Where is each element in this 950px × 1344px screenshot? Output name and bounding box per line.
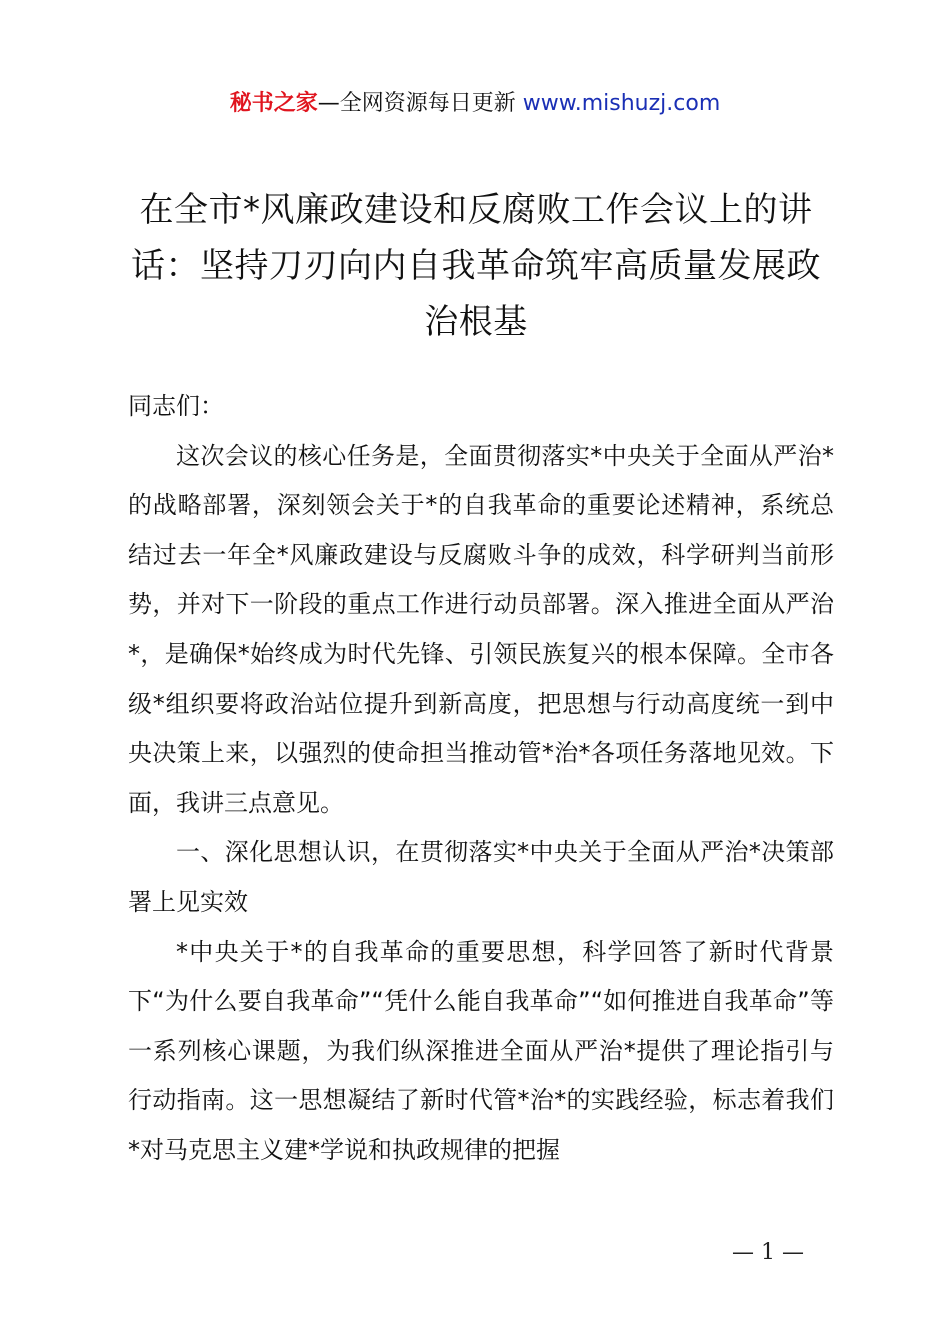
site-header <box>0 88 950 120</box>
document-title: 在全市*风廉政建设和反腐败工作会议上的讲话：坚持刀刃向内自我革命筑牢高质量发展政治根基 <box>131 190 821 342</box>
site-url: www.mishuzj.com <box>522 91 721 116</box>
section-heading: 一、深化思想认识，在贯彻落实*中央关于全面从严治*决策部署上见实效 <box>128 838 834 916</box>
document-body <box>128 382 834 1176</box>
salutation: 同志们： <box>128 392 224 420</box>
brand-name: 秘书之家 <box>229 91 318 116</box>
section-paragraph: *中央关于*的自我革命的重要思想，科学回答了新时代背景下“为什么要自我革命”“凭什么能自我革命”“如何推进自我革命”等一系列核心课题，为我们纵深推进全面从严治*提供了理论指引与行动指南。这一思想凝结了新时代管*治*的实践经验，标志着我们*对马克思主义建*学说和执政规律的把握 <box>128 937 834 1164</box>
header-slogan: —全网资源每日更新 <box>317 91 523 116</box>
intro-paragraph: 这次会议的核心任务是，全面贯彻落实*中央关于全面从严治*的战略部署，深刻领会关于*的自我革命的重要论述精神，系统总结过去一年全*风廉政建设与反腐败斗争的成效，科学研判当前形势，并对下一阶段的重点工作进行动员部署。深入推进全面从严治*，是确保*始终成为时代先锋、引领民族复兴的根本保障。全市各级*组织要将政治站位提升到新高度，把思想与行动高度统一到中央决策上来，以强烈的使命担当推动管*治*各项任务落地见效。下面，我讲三点意见。 <box>128 441 834 817</box>
page-number: — 1 — <box>732 1240 804 1265</box>
